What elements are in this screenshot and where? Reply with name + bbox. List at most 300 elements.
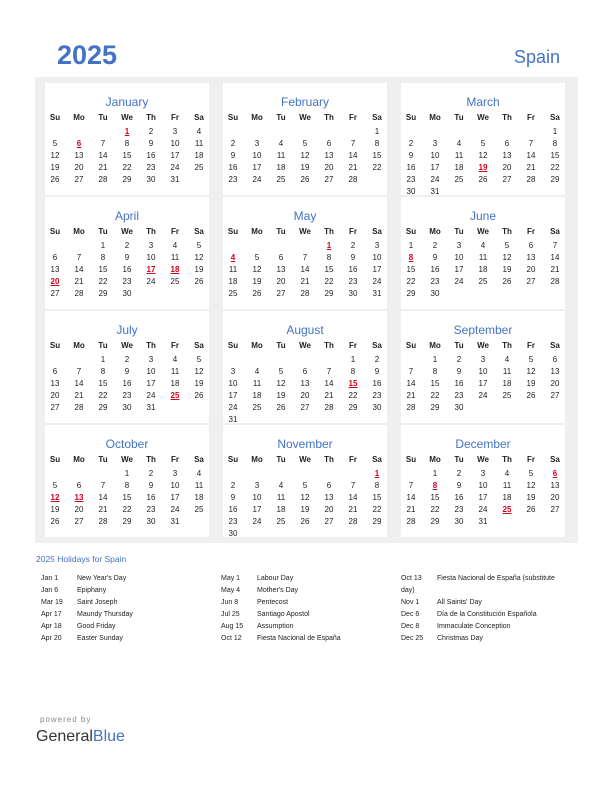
powered-by-text: powered by [40,715,92,724]
day-cell: 30 [122,403,132,412]
weekday-label: Tu [98,341,108,350]
day-cell: 9 [124,253,130,262]
day-cell: 3 [432,139,438,148]
holiday-day-cell: 13 [74,493,84,502]
day-cell: 31 [228,415,238,424]
weekday-label: We [299,455,311,464]
month-august [223,311,387,423]
weekday-label: Tu [98,455,108,464]
weekday-label: Mo [251,113,263,122]
day-cell: 24 [146,277,156,286]
day-cell: 27 [74,175,84,184]
day-cell: 1 [100,241,106,250]
month-may [223,197,387,309]
day-cell: 2 [456,355,462,364]
day-cell: 9 [408,151,414,160]
weekday-label: Fr [171,455,179,464]
day-cell: 1 [124,469,130,478]
day-cell: 21 [300,277,310,286]
day-cell: 26 [194,277,204,286]
day-cell: 10 [146,367,156,376]
day-cell: 27 [502,175,512,184]
day-cell: 21 [348,163,358,172]
day-cell: 9 [124,367,130,376]
day-cell: 29 [406,289,416,298]
month-title: September [453,323,513,337]
day-cell: 3 [148,355,154,364]
day-cell: 16 [454,379,464,388]
weekday-label: Fr [349,341,357,350]
day-cell: 28 [324,403,334,412]
day-cell: 16 [372,379,382,388]
day-cell: 4 [456,139,462,148]
day-cell: 17 [430,163,440,172]
day-cell: 7 [350,139,356,148]
day-cell: 29 [122,517,132,526]
month-title: November [277,437,333,451]
day-cell: 14 [74,265,84,274]
day-cell: 16 [348,265,358,274]
day-cell: 29 [122,175,132,184]
holiday-name: Labour Day [257,575,294,582]
weekday-label: Th [324,455,334,464]
day-cell: 7 [76,367,82,376]
day-cell: 1 [350,355,356,364]
day-cell: 11 [170,367,180,376]
day-cell: 13 [276,265,286,274]
day-cell: 23 [228,175,238,184]
day-cell: 18 [454,163,464,172]
day-cell: 2 [374,355,380,364]
day-cell: 5 [254,253,260,262]
day-cell: 23 [348,277,358,286]
day-cell: 7 [408,481,414,490]
day-cell: 29 [324,289,334,298]
day-cell: 8 [100,253,106,262]
day-cell: 4 [172,241,178,250]
day-cell: 28 [406,517,416,526]
day-cell: 30 [228,529,238,538]
day-cell: 15 [98,265,108,274]
day-cell: 7 [552,241,558,250]
day-cell: 10 [252,493,262,502]
day-cell: 25 [502,391,512,400]
day-cell: 12 [194,253,204,262]
weekday-label: Fr [527,455,535,464]
day-cell: 10 [228,379,238,388]
weekday-label: We [299,227,311,236]
weekday-label: Su [405,455,417,464]
day-cell: 11 [502,367,512,376]
weekday-label: Th [502,113,512,122]
day-cell: 27 [550,391,560,400]
day-cell: 22 [122,163,132,172]
day-cell: 13 [300,379,310,388]
holiday-date: Mar 19 [41,599,63,606]
day-cell: 24 [170,163,180,172]
day-cell: 28 [406,403,416,412]
day-cell: 21 [74,391,84,400]
day-cell: 4 [480,241,486,250]
day-cell: 31 [372,289,382,298]
weekday-label: Mo [429,113,441,122]
day-cell: 10 [454,253,464,262]
weekday-label: Sa [194,341,204,350]
holiday-day-cell: 6 [552,469,558,478]
day-cell: 27 [324,175,334,184]
day-cell: 5 [302,481,308,490]
day-cell: 1 [432,355,438,364]
holiday-name: Saint Joseph [77,599,118,606]
day-cell: 19 [300,163,310,172]
day-cell: 13 [50,379,60,388]
holiday-date: Apr 18 [41,623,62,630]
day-cell: 2 [456,469,462,478]
day-cell: 14 [406,379,416,388]
weekday-label: Fr [349,455,357,464]
day-cell: 17 [170,151,180,160]
day-cell: 16 [454,493,464,502]
weekday-label: Sa [372,455,382,464]
month-november [223,425,387,537]
day-cell: 2 [148,469,154,478]
weekday-label: Sa [550,341,560,350]
weekday-label: Sa [194,455,204,464]
day-cell: 6 [52,253,58,262]
weekday-label: Su [49,341,61,350]
weekday-label: Mo [251,455,263,464]
holiday-day-cell: 20 [50,277,60,286]
day-cell: 18 [170,379,180,388]
day-cell: 29 [372,517,382,526]
day-cell: 3 [254,139,260,148]
day-cell: 14 [406,493,416,502]
day-cell: 17 [252,163,262,172]
month-july [45,311,209,423]
day-cell: 6 [52,367,58,376]
day-cell: 6 [326,139,332,148]
holiday-name: Christmas Day [437,635,483,642]
day-cell: 29 [430,517,440,526]
day-cell: 14 [348,493,358,502]
day-cell: 31 [430,187,440,196]
day-cell: 4 [278,139,284,148]
weekday-label: Fr [171,113,179,122]
day-cell: 31 [170,517,180,526]
day-cell: 17 [170,493,180,502]
day-cell: 29 [348,403,358,412]
day-cell: 28 [74,403,84,412]
day-cell: 11 [454,151,464,160]
day-cell: 23 [372,391,382,400]
weekday-label: Su [227,113,239,122]
month-title: June [469,209,497,223]
holiday-day-cell: 8 [408,253,414,262]
day-cell: 3 [254,481,260,490]
day-cell: 25 [454,175,464,184]
holiday-day-cell: 4 [230,253,236,262]
holiday-name: Easter Sunday [77,635,123,642]
day-cell: 22 [372,505,382,514]
day-cell: 27 [276,289,286,298]
day-cell: 5 [52,481,58,490]
day-cell: 20 [550,379,560,388]
day-cell: 24 [252,517,262,526]
day-cell: 19 [194,379,204,388]
weekday-label: Sa [372,341,382,350]
day-cell: 22 [122,505,132,514]
day-cell: 6 [504,139,510,148]
weekday-label: Sa [550,455,560,464]
day-cell: 27 [300,403,310,412]
day-cell: 25 [228,289,238,298]
holiday-date: Nov 1 [401,599,420,606]
day-cell: 24 [228,403,238,412]
day-cell: 10 [478,481,488,490]
weekday-label: Sa [372,227,382,236]
holiday-name: Assumption [257,623,294,630]
day-cell: 21 [324,391,334,400]
day-cell: 11 [276,151,286,160]
weekday-label: Su [227,455,239,464]
day-cell: 15 [372,151,382,160]
day-cell: 8 [124,139,130,148]
day-cell: 3 [480,469,486,478]
day-cell: 8 [326,253,332,262]
day-cell: 7 [408,367,414,376]
weekday-label: Su [405,341,417,350]
day-cell: 3 [172,469,178,478]
weekday-label: We [299,341,311,350]
day-cell: 1 [432,469,438,478]
day-cell: 20 [550,493,560,502]
weekday-label: Th [146,113,156,122]
day-cell: 27 [550,505,560,514]
weekday-label: Sa [372,113,382,122]
holiday-day-cell: 19 [478,163,488,172]
weekday-label: We [121,341,133,350]
day-cell: 25 [194,163,204,172]
day-cell: 26 [252,289,262,298]
weekday-label: Tu [454,341,464,350]
holiday-name: Immaculate Conception [437,623,511,630]
day-cell: 30 [406,187,416,196]
day-cell: 4 [254,367,260,376]
month-april [45,197,209,309]
day-cell: 3 [480,355,486,364]
day-cell: 7 [528,139,534,148]
day-cell: 7 [350,481,356,490]
day-cell: 30 [372,403,382,412]
day-cell: 1 [408,241,414,250]
day-cell: 18 [194,493,204,502]
weekday-label: Mo [73,113,85,122]
day-cell: 24 [372,277,382,286]
day-cell: 13 [550,367,560,376]
day-cell: 15 [324,265,334,274]
day-cell: 23 [406,175,416,184]
weekday-label: Th [324,227,334,236]
brand-logo[interactable] [36,728,125,746]
day-cell: 28 [98,175,108,184]
day-cell: 14 [74,379,84,388]
day-cell: 4 [504,469,510,478]
day-cell: 8 [374,139,380,148]
holiday-name: Santiago Apostol [257,611,310,618]
day-cell: 8 [350,367,356,376]
day-cell: 26 [300,175,310,184]
day-cell: 23 [454,505,464,514]
day-cell: 11 [478,253,488,262]
day-cell: 9 [432,253,438,262]
day-cell: 29 [98,289,108,298]
weekday-label: Th [146,455,156,464]
day-cell: 20 [74,505,84,514]
day-cell: 26 [526,505,536,514]
day-cell: 10 [146,253,156,262]
day-cell: 8 [552,139,558,148]
holiday-day-cell: 12 [50,493,60,502]
holiday-name: Fiesta Nacional de España (substitute [437,575,555,582]
country-title: Spain [513,47,560,67]
day-cell: 21 [406,391,416,400]
day-cell: 16 [228,505,238,514]
day-cell: 26 [300,517,310,526]
day-cell: 31 [146,403,156,412]
day-cell: 19 [526,379,536,388]
holiday-name-continued: day) [401,587,415,594]
holiday-day-cell: 8 [432,481,438,490]
weekday-label: Sa [550,227,560,236]
day-cell: 27 [50,289,60,298]
day-cell: 11 [194,481,204,490]
day-cell: 11 [194,139,204,148]
day-cell: 10 [170,139,180,148]
weekday-label: Tu [454,227,464,236]
holiday-day-cell: 15 [348,379,358,388]
weekday-label: Tu [98,113,108,122]
day-cell: 18 [276,505,286,514]
weekday-label: We [477,341,489,350]
day-cell: 1 [552,127,558,136]
day-cell: 19 [252,277,262,286]
holiday-date: Jun 8 [221,599,239,606]
weekday-label: Fr [527,341,535,350]
day-cell: 22 [372,163,382,172]
day-cell: 23 [146,505,156,514]
weekday-label: We [121,455,133,464]
holiday-day-cell: 17 [146,265,156,274]
day-cell: 13 [324,151,334,160]
day-cell: 21 [526,163,536,172]
day-cell: 23 [228,517,238,526]
day-cell: 12 [50,151,60,160]
day-cell: 5 [52,139,58,148]
month-june [401,197,565,309]
day-cell: 10 [372,253,382,262]
holiday-name: New Year's Day [77,575,127,582]
holiday-date: Dec 8 [401,623,420,630]
day-cell: 26 [50,175,60,184]
holiday-date: Oct 12 [221,635,242,642]
day-cell: 19 [526,493,536,502]
weekday-label: Th [502,341,512,350]
holiday-day-cell: 18 [170,265,180,274]
day-cell: 5 [528,469,534,478]
holiday-name: Maundy Thursday [77,611,133,618]
day-cell: 14 [98,151,108,160]
day-cell: 30 [454,517,464,526]
month-title: December [455,437,511,451]
day-cell: 2 [230,481,236,490]
month-title: October [105,437,149,451]
day-cell: 3 [374,241,380,250]
day-cell: 12 [194,367,204,376]
day-cell: 21 [550,265,560,274]
month-february [223,83,387,195]
day-cell: 31 [170,175,180,184]
day-cell: 16 [430,265,440,274]
day-cell: 20 [276,277,286,286]
day-cell: 26 [478,175,488,184]
month-january [45,83,209,195]
day-cell: 2 [124,355,130,364]
day-cell: 25 [194,505,204,514]
day-cell: 19 [194,265,204,274]
day-cell: 4 [504,355,510,364]
weekday-label: Su [227,341,239,350]
day-cell: 22 [550,163,560,172]
day-cell: 19 [300,505,310,514]
day-cell: 2 [230,139,236,148]
holiday-name: Good Friday [77,623,116,630]
day-cell: 4 [278,481,284,490]
weekday-label: Sa [194,227,204,236]
day-cell: 7 [76,253,82,262]
day-cell: 12 [478,151,488,160]
day-cell: 2 [148,127,154,136]
day-cell: 23 [122,277,132,286]
weekday-label: Tu [276,227,286,236]
day-cell: 5 [278,367,284,376]
day-cell: 20 [324,163,334,172]
month-december [401,425,565,537]
day-cell: 21 [74,277,84,286]
year-title: 2025 [57,40,118,70]
day-cell: 23 [454,391,464,400]
day-cell: 6 [278,253,284,262]
weekday-label: We [477,113,489,122]
day-cell: 16 [122,379,132,388]
day-cell: 20 [324,505,334,514]
day-cell: 14 [526,151,536,160]
holiday-day-cell: 25 [502,505,512,514]
holiday-date: Dec 6 [401,611,420,618]
day-cell: 23 [146,163,156,172]
day-cell: 5 [480,139,486,148]
day-cell: 28 [348,517,358,526]
holiday-name: Mother's Day [257,587,299,594]
weekday-label: Th [324,341,334,350]
day-cell: 9 [230,493,236,502]
day-cell: 25 [252,403,262,412]
day-cell: 11 [276,493,286,502]
day-cell: 24 [454,277,464,286]
day-cell: 11 [228,265,238,274]
day-cell: 30 [122,289,132,298]
day-cell: 19 [50,163,60,172]
holiday-day-cell: 6 [76,139,82,148]
